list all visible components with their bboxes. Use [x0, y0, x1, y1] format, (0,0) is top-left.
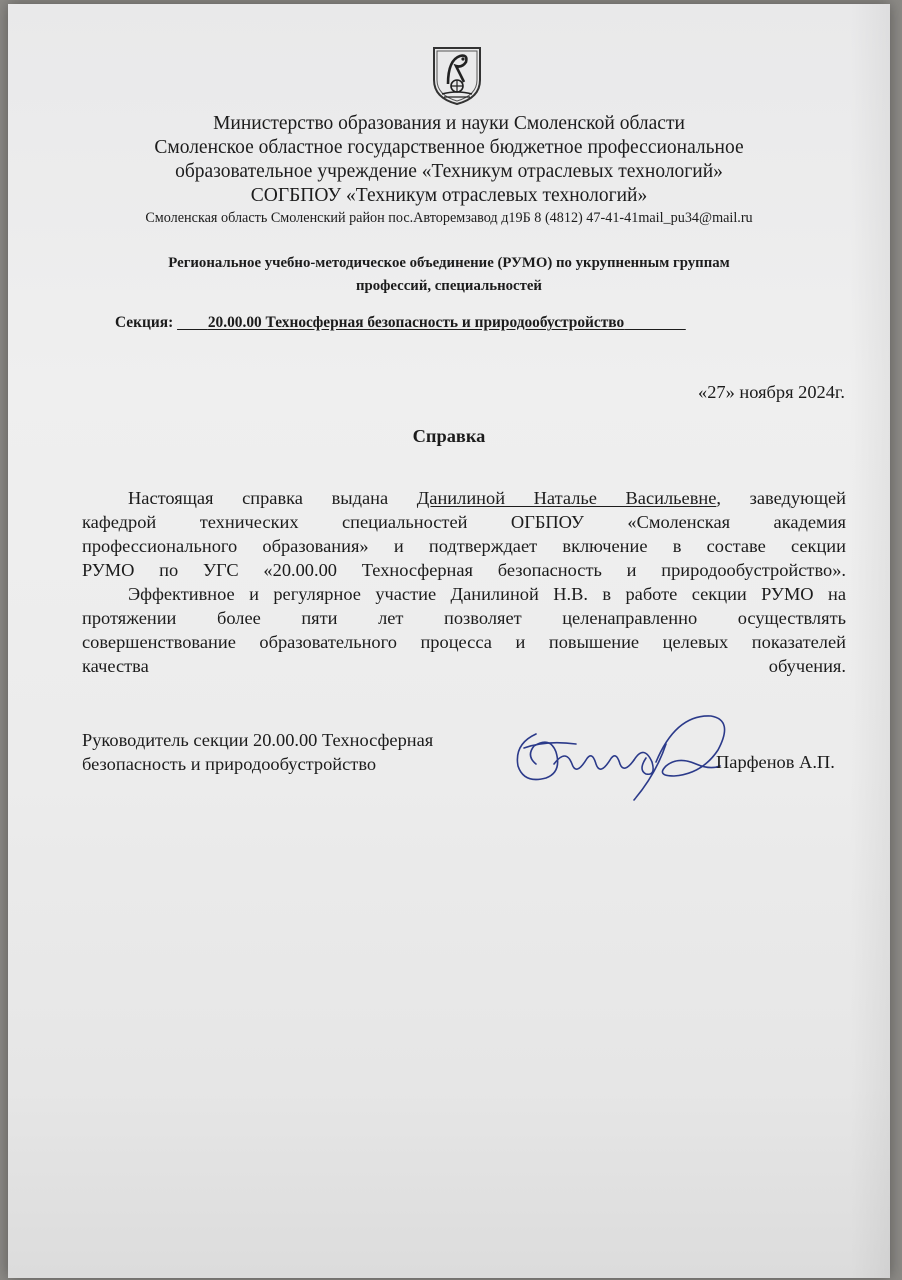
- paragraph-2-line1: Эффективное и регулярное участие Данилиной Н.В. в работе секции РУМО на: [128, 584, 846, 604]
- paragraph-1-line4: РУМО по УГС «20.00.00 Техносферная безопасность и природообустройство».: [82, 560, 846, 580]
- paragraph-2-line2: протяжении более пяти лет позволяет целенаправленно осуществлять: [82, 608, 846, 628]
- paragraph-1-line2: кафедрой технических специальностей ОГБПОУ «Смоленская академия: [82, 512, 846, 532]
- signatory-position-line2: безопасность и природообустройство: [82, 754, 377, 774]
- paragraph-1-line1: Настоящая справка выдана Данилиной Наталье Васильевне, заведующей: [128, 488, 846, 508]
- document-title: Справка: [412, 426, 486, 446]
- institution-emblem-icon: [426, 40, 488, 106]
- section-line: [115, 314, 835, 332]
- recipient-name: Данилиной Наталье Васильевне: [416, 488, 717, 508]
- section-value: 20.00.00 Техносферная безопасность и природообустройство: [207, 314, 625, 331]
- section-label: Секция:: [115, 314, 174, 331]
- document-page: [8, 4, 890, 1278]
- paragraph-2-line3: совершенствование образовательного процесса и повышение целевых показателей: [82, 632, 846, 652]
- institution-address: Смоленская область Смоленский район пос.Авторемзавод д19Б 8 (4812) 47-41-41mail_pu34@mail.ru: [145, 210, 753, 226]
- signatory-position-line1: Руководитель секции 20.00.00 Техносферная: [82, 730, 434, 750]
- signatory-position: [82, 728, 433, 776]
- paragraph-2: [82, 582, 846, 678]
- association-line1: Региональное учебно-методическое объединение (РУМО) по укрупненным группам: [168, 255, 730, 271]
- signatory-name: Парфенов А.П.: [716, 752, 835, 772]
- institution-name-line1: Смоленское областное государственное бюджетное профессиональное: [154, 137, 744, 158]
- ministry-name: Министерство образования и науки Смоленской области: [213, 113, 685, 134]
- handwritten-signature: [506, 704, 736, 804]
- institution-name-line2: образовательное учреждение «Техникум отраслевых технологий»: [175, 161, 723, 182]
- association-line2: профессий, специальностей: [356, 278, 542, 294]
- document-date: «27» ноября 2024г.: [698, 382, 845, 402]
- paragraph-2-line4: качества обучения.: [82, 656, 846, 676]
- institution-short-name: СОГБПОУ «Техникум отраслевых технологий»: [250, 185, 648, 206]
- paragraph-1: [82, 486, 846, 582]
- paragraph-1-line3: профессионального образования» и подтверждает включение в составе секции: [82, 536, 846, 556]
